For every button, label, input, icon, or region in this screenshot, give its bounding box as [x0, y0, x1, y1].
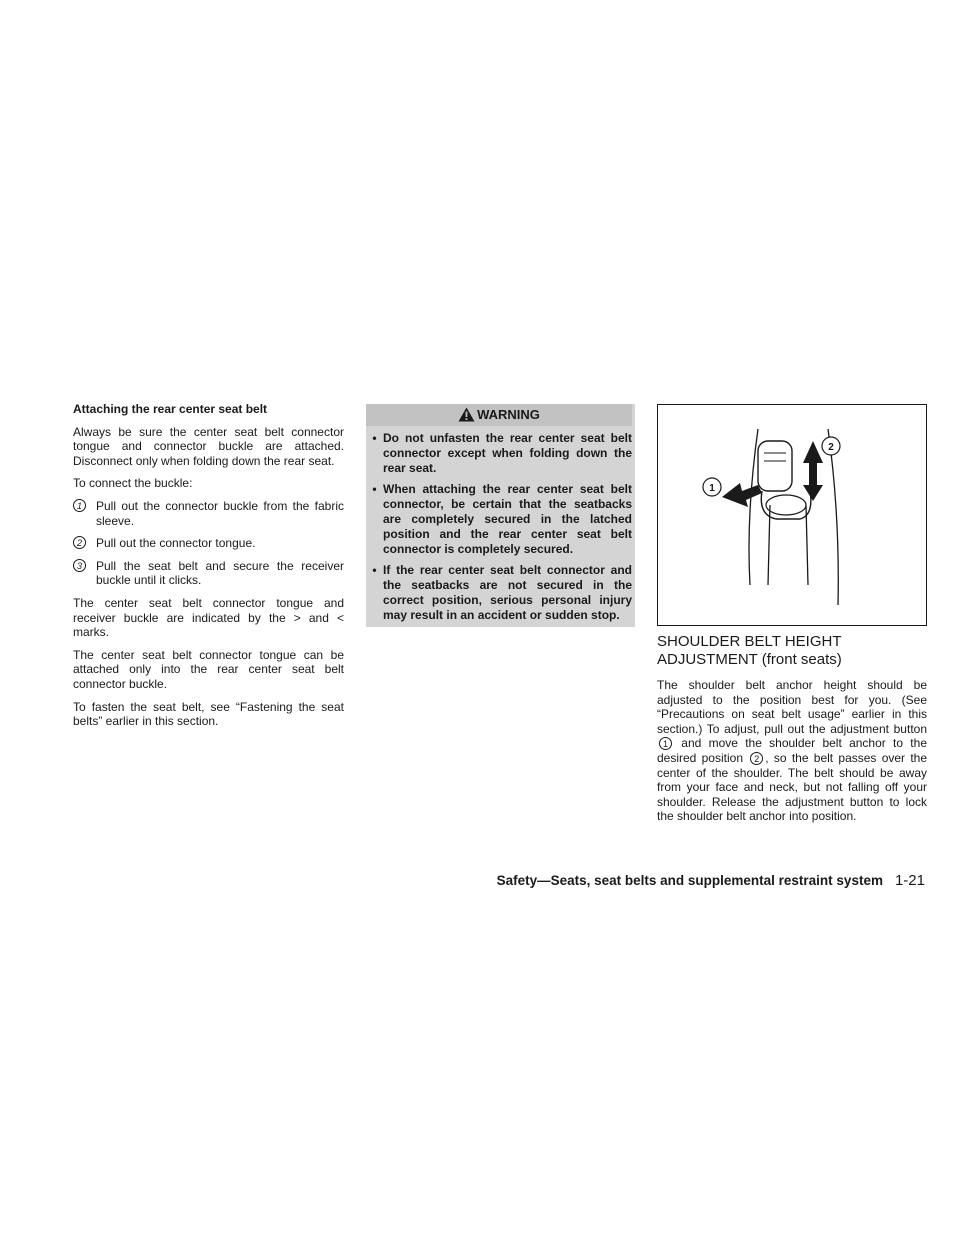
step-number-badge: 1 — [73, 499, 86, 512]
step-text: Pull out the connector buckle from the fabric sleeve. — [96, 498, 344, 528]
left-column — [73, 402, 344, 737]
bullet-icon: • — [372, 431, 377, 445]
middle-column — [366, 404, 635, 627]
paragraph-part-2: and move the shoulder belt anchor to the desired position — [657, 736, 927, 765]
section-heading: Attaching the rear center seat belt — [73, 402, 268, 416]
warning-item — [366, 431, 632, 475]
figure-label-2: 2 — [828, 442, 834, 453]
bullet-icon: • — [372, 563, 377, 578]
right-column — [657, 404, 927, 832]
shoulder-belt-illustration — [658, 405, 926, 625]
page-footer — [497, 872, 925, 889]
paragraph-part-3: , so the belt passes over the center of the shoulder. The belt should be away from your face and neck, but not falling off your shoulder. Release the adjustment button to lock the shoulder belt anchor into position. — [657, 750, 927, 824]
inline-number-badge: 1 — [659, 737, 672, 750]
marks-paragraph: The center seat belt connector tongue and receiver buckle are indicated by the > and < marks. — [73, 595, 344, 640]
warning-box — [366, 404, 635, 627]
heading-line-2a: ADJUSTMENT — [657, 651, 758, 668]
intro-paragraph: Always be sure the center seat belt connector tongue and connector buckle are attached. Disconnect only when folding down the rear seat. — [73, 424, 344, 468]
warning-item — [366, 482, 632, 556]
step-number-badge: 3 — [73, 559, 86, 572]
shoulder-belt-paragraph — [657, 678, 927, 824]
step-2 — [73, 536, 344, 551]
warning-title: WARNING — [477, 407, 540, 422]
heading-line-2b: (front seats) — [761, 651, 842, 668]
fasten-reference-paragraph: To fasten the seat belt, see “Fastening the seat belts” earlier in this section. — [73, 699, 344, 729]
inline-number-badge: 2 — [750, 752, 763, 765]
warning-item — [366, 563, 632, 622]
warning-item-text: If the rear center seat belt connector and the seatbacks are not secured in the correct position, serious personal injury may result in an accident or sudden stop. — [383, 563, 632, 622]
step-text: Pull out the connector tongue. — [96, 536, 256, 551]
warning-header — [366, 404, 632, 426]
shoulder-belt-heading — [657, 633, 927, 669]
shoulder-belt-figure — [657, 404, 927, 626]
bullet-icon: • — [372, 482, 377, 497]
connector-paragraph: The center seat belt connector tongue can be attached only into the rear center seat belt connector buckle. — [73, 647, 344, 691]
footer-section-title: Safety—Seats, seat belts and supplemental restraint system — [496, 873, 883, 888]
step-number-badge: 2 — [73, 536, 86, 549]
paragraph-part-1: The shoulder belt anchor height should be adjusted to the position best for you. (See “Precautions on seat belt usage” earlier in this section.) To adjust, pull out the adjustment button — [657, 678, 927, 736]
figure-label-1: 1 — [709, 483, 715, 494]
page-number: 1-21 — [894, 872, 925, 889]
to-connect-label: To connect the buckle: — [73, 476, 193, 491]
heading-line-1: SHOULDER BELT HEIGHT — [657, 633, 842, 650]
warning-item-text: When attaching the rear center seat belt connector, be certain that the seatbacks are completely secured in the latched position and the rear center seat belt connector is completely secured. — [383, 482, 632, 556]
warning-item-text: Do not unfasten the rear center seat belt connector except when folding down the rear seat. — [383, 431, 632, 475]
warning-triangle-icon — [458, 407, 475, 422]
step-text: Pull the seat belt and secure the receiver buckle until it clicks. — [96, 558, 344, 588]
step-3 — [73, 559, 344, 588]
step-1 — [73, 499, 344, 528]
